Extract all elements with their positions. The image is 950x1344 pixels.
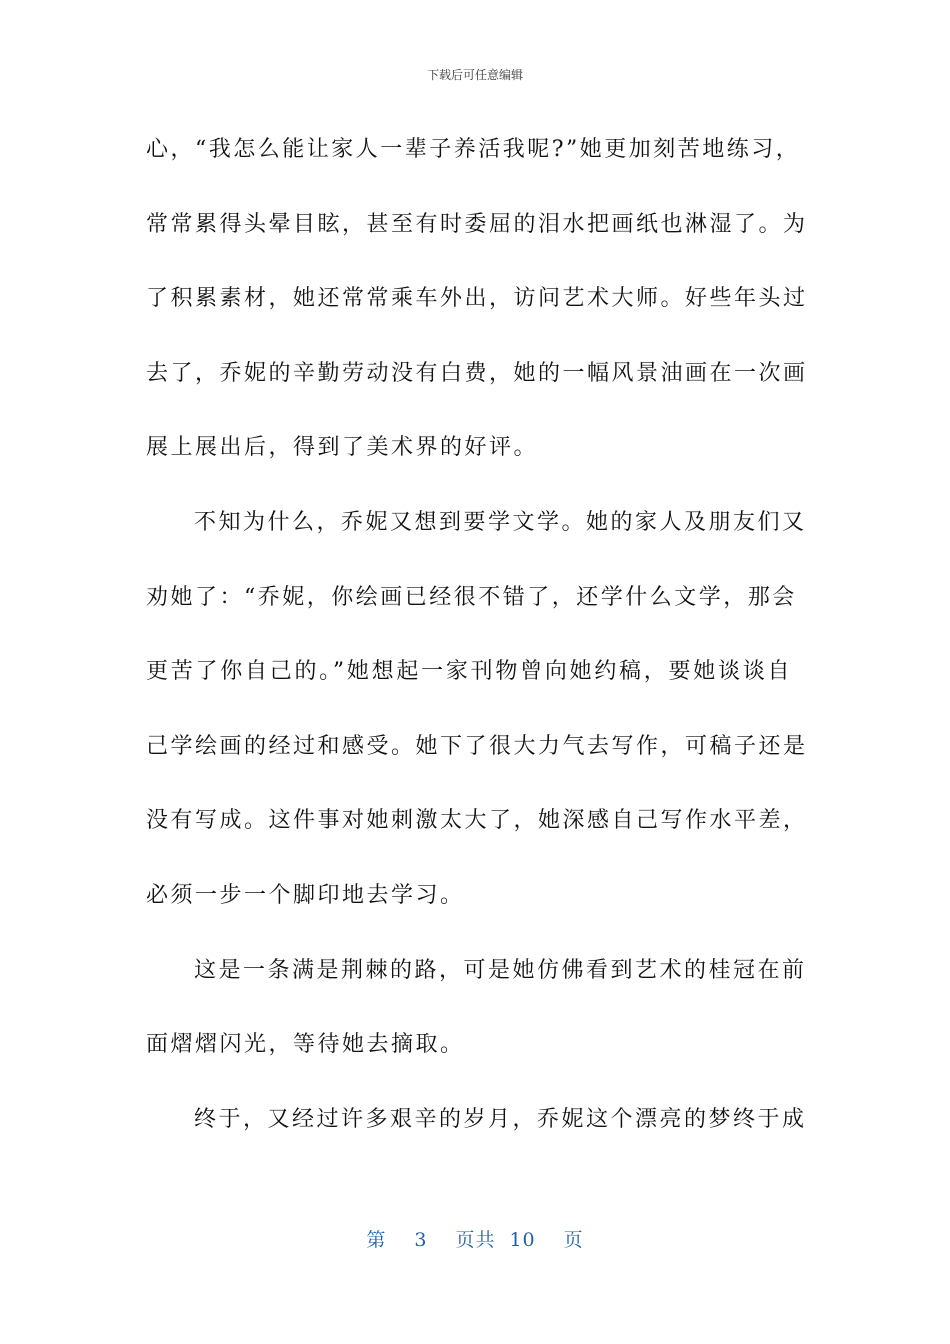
text-line: 常常累得头晕目眩，甚至有时委屈的泪水把画纸也淋湿了。为 [146,211,808,237]
paragraph-first-line: 终于，又经过许多艰辛的岁月，乔妮这个漂亮的梦终于成 [194,1106,807,1132]
current-page-number: 3 [414,1229,428,1251]
text-line: 必须一步一个脚印地去学习。 [146,882,465,908]
footer-middle: 页共 [455,1229,496,1251]
text-line: 去了，乔妮的辛勤劳动没有白费，她的一幅风景油画在一次画 [146,360,808,386]
text-line: 劝她了：“乔妮，你绘画已经很不错了，还学什么文学，那会 [146,584,797,610]
text-line: 己学绘画的经过和感受。她下了很大力气去写作，可稿子还是 [146,733,808,759]
paragraph-first-line: 这是一条满是荆棘的路，可是她仿佛看到艺术的桂冠在前 [194,957,807,983]
page-header: 下载后可任意编辑 [426,68,523,82]
text-line: 展上展出后，得到了美术界的好评。 [146,435,539,461]
text-line: 面熠熠闪光，等待她去摘取。 [146,1032,465,1058]
text-line: 更苦了你自己的。”她想起一家刊物曾向她约稿，要她谈谈自 [146,659,792,685]
page-footer [0,1225,950,1252]
footer-suffix: 页 [563,1229,584,1251]
paragraph-first-line: 不知为什么，乔妮又想到要学文学。她的家人及朋友们又 [194,509,807,535]
total-pages-number: 10 [509,1229,536,1251]
text-line: 心，“我怎么能让家人一辈子养活我呢?”她更加刻苦地练习， [146,137,801,162]
document-body [146,120,808,1164]
text-line: 了积累素材，她还常常乘车外出，访问艺术大师。好些年头过 [146,286,808,312]
footer-prefix: 第 [366,1229,387,1251]
text-line: 没有写成。这件事对她刺激太大了，她深感自己写作水平差， [146,808,808,834]
